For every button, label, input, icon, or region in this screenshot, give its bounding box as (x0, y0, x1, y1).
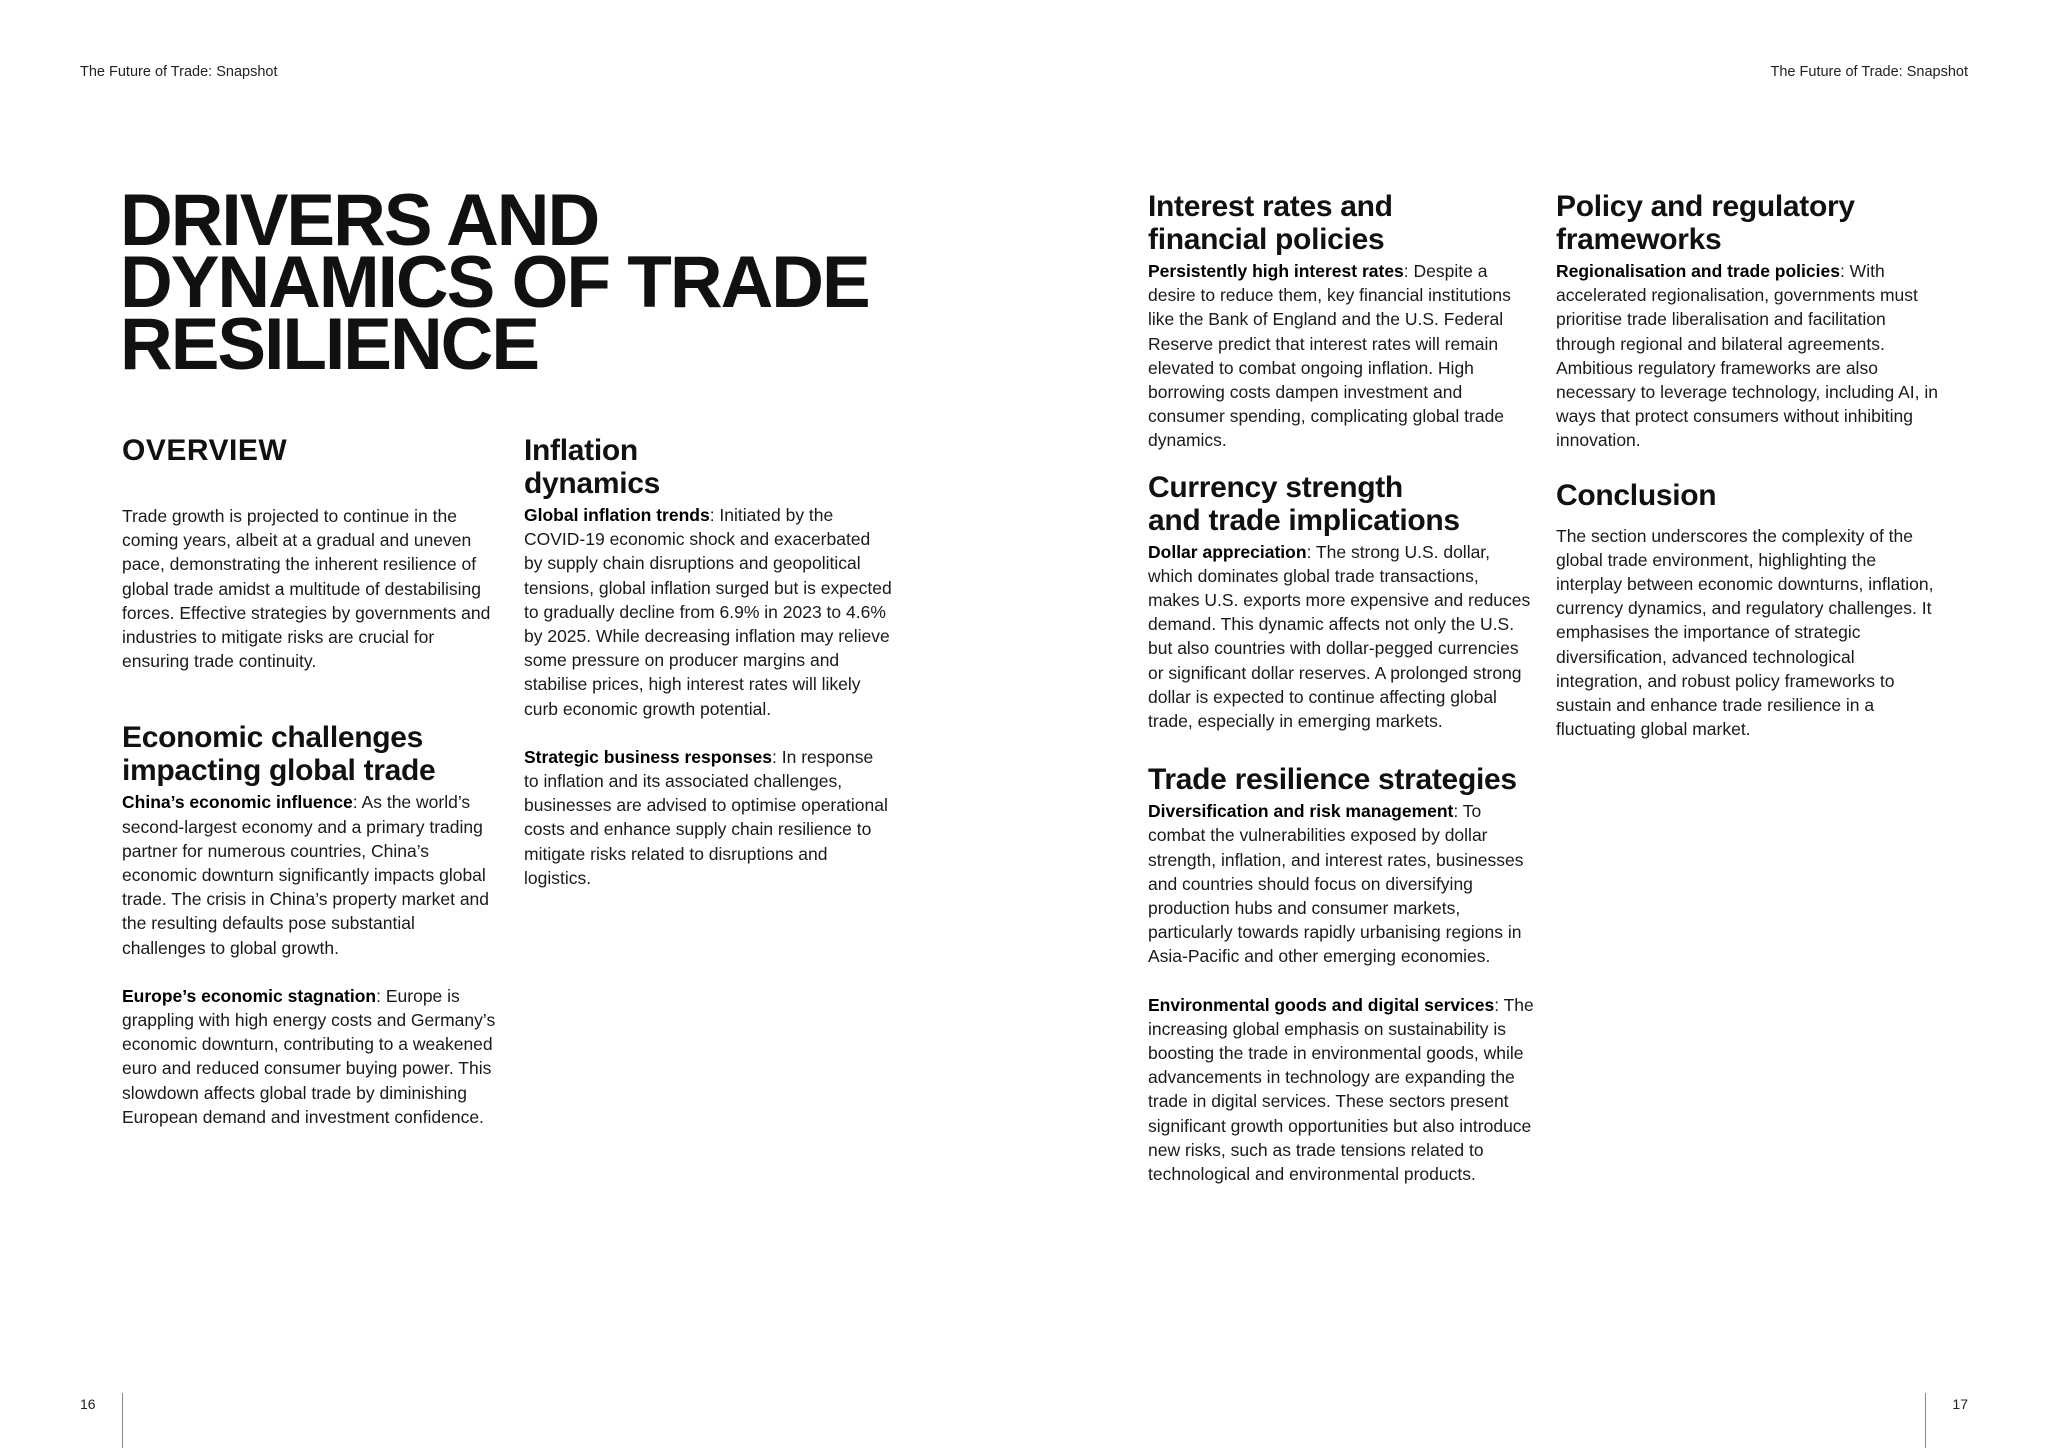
running-header-right: The Future of Trade: Snapshot (1770, 64, 1968, 80)
environmental-paragraph (1148, 993, 1534, 1187)
page-number-right: 17 (1952, 1396, 1968, 1412)
inflation-trends-text: : Initiated by the COVID-19 economic shock and exacerbated by supply chain disruptions and geopolitical tensions, global inflation surged but is expected to gradually decline from 6.9% in 2023 to 4.6% by 2025. While decreasing inflation may relieve some pressure on producer margins and stabilise prices, high interest rates will likely curb economic growth potential. (524, 505, 892, 719)
regionalisation-paragraph (1556, 259, 1942, 453)
interest-rates-lead: Persistently high interest rates (1148, 261, 1404, 281)
inflation-trends-paragraph (524, 503, 892, 721)
page-title: DRIVERS AND DYNAMICS OF TRADE RESILIENCE (120, 180, 869, 385)
business-responses-paragraph (524, 745, 892, 890)
inflation-heading: Inflation dynamics (524, 434, 660, 500)
europe-paragraph (122, 984, 502, 1129)
europe-lead: Europe’s economic stagnation (122, 985, 377, 1006)
strategies-heading: Trade resilience strategies (1148, 763, 1517, 797)
environmental-text: : The increasing global emphasis on sustainability is boosting the trade in environmental goods, while advancements in technology are expanding the trade in digital services. These sectors present significant growth opportunities but also introduce new risks, such as trade tensions related to technological and environmental products. (1148, 994, 1534, 1185)
regionalisation-text: : With accelerated regionalisation, governments must prioritise trade liberalisation and facilitation through regional and bilateral agreements. Ambitious regulatory frameworks are also necessary to leverage technology, including AI, in ways that protect consumers without inhibiting innovation. (1556, 261, 1938, 451)
interest-rates-heading: Interest rates and financial policies (1148, 190, 1393, 256)
dollar-paragraph (1148, 540, 1534, 734)
conclusion-body: The section underscores the complexity of the global trade environment, highlighting the interplay between economic downturns, inflation, currency dynamics, and regulatory challenges. It emphasises the importance of strategic diversification, advanced technological integration, and robust policy frameworks to sustain and enhance trade resilience in a fluctuating global market. (1556, 525, 1934, 740)
business-responses-lead: Strategic business responses (524, 746, 773, 767)
column-policy-conclusion (1556, 190, 1942, 741)
economic-challenges-heading: Economic challenges impacting global trade (122, 721, 436, 788)
column-inflation (524, 434, 892, 890)
column-interest-currency-strategies (1148, 190, 1534, 1186)
china-text: : As the world’s second-largest economy and a primary trading partner for numerous countries, China’s economic downturn significantly impacts global trade. The crisis in China’s property market and the resulting defaults pose substantial challenges to global growth. (122, 792, 490, 958)
business-responses-text: : In response to inflation and its associated challenges, businesses are advised to optimise operational costs and enhance supply chain resilience to mitigate risks related to disruptions and logistics. (524, 746, 888, 888)
currency-heading: Currency strength and trade implications (1148, 470, 1460, 537)
overview-heading: OVERVIEW (122, 434, 288, 467)
diversification-lead: Diversification and risk management (1148, 801, 1454, 822)
dollar-lead: Dollar appreciation (1148, 541, 1307, 562)
interest-rates-paragraph (1148, 259, 1534, 453)
dollar-text: : The strong U.S. dollar, which dominates global trade transactions, makes U.S. exports more expensive and reduces demand. This dynamic affects not only the U.S. but also countries with dollar-pegged currencies or significant dollar reserves. A prolonged strong dollar is expected to continue affecting global trade, especially in emerging markets. (1148, 541, 1531, 732)
footer-divider-right (1925, 1393, 1926, 1448)
diversification-text: : To combat the vulnerabilities exposed by dollar strength, inflation, and interest rates, businesses and countries should focus on diversifying production hubs and consumer markets, particularly towards rapidly urbanising regions in Asia-Pacific and other emerging economies. (1148, 801, 1524, 967)
environmental-lead: Environmental goods and digital services (1148, 994, 1495, 1015)
interest-rates-text: : Despite a desire to reduce them, key financial institutions like the Bank of England and the U.S. Federal Reserve predict that interest rates will remain elevated to combat ongoing inflation. High borrowing costs dampen investment and consumer spending, complicating global trade dynamics. (1148, 261, 1511, 451)
overview-body: Trade growth is projected to continue in the coming years, albeit at a gradual and uneven pace, demonstrating the inherent resilience of global trade amidst a multitude of destabilising forces. Effective strategies by governments and industries to mitigate risks are crucial for ensuring trade continuity. (122, 506, 491, 672)
running-header-left: The Future of Trade: Snapshot (80, 64, 278, 80)
diversification-paragraph (1148, 799, 1534, 968)
page-number-left: 16 (80, 1396, 96, 1412)
inflation-trends-lead: Global inflation trends (524, 505, 710, 525)
europe-text: : Europe is grappling with high energy costs and Germany’s economic downturn, contributing to a weakened euro and reduced consumer buying power. This slowdown affects global trade by diminishing European demand and investment confidence. (122, 985, 496, 1127)
china-lead: China’s economic influence (122, 792, 353, 813)
footer-divider-left (122, 1393, 123, 1448)
policy-heading: Policy and regulatory frameworks (1556, 190, 1855, 256)
china-paragraph (122, 790, 502, 959)
conclusion-heading: Conclusion (1556, 478, 1717, 512)
regionalisation-lead: Regionalisation and trade policies (1556, 261, 1840, 281)
column-overview (122, 434, 502, 1129)
